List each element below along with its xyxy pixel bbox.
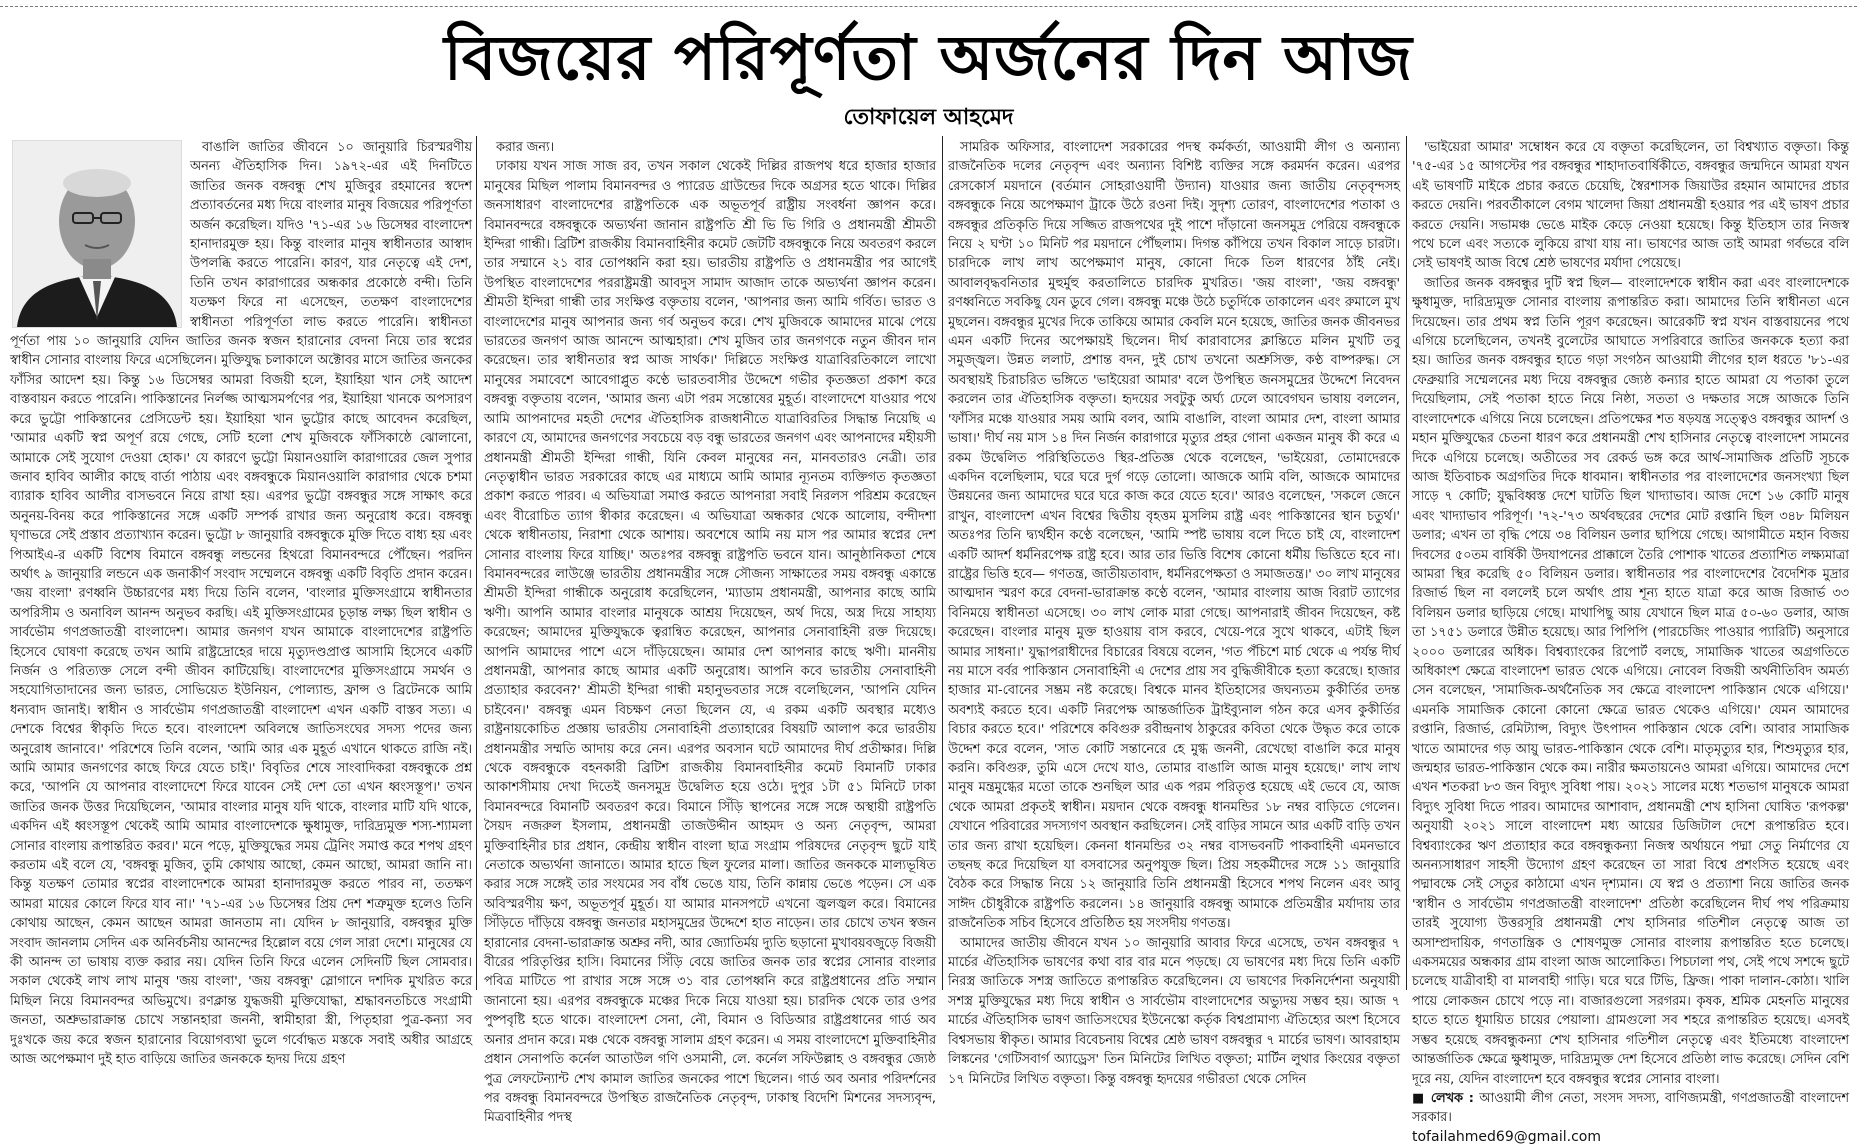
author-email-link[interactable]: tofailahmed69@gmail.com xyxy=(1412,1128,1601,1145)
article-column-4 xyxy=(1412,138,1849,1145)
author-note-text: আওয়ামী লীগ নেতা, সংসদ সদস্য, বাণিজ্যমন্ত্রী, গণপ্রজাতন্ত্রী বাংলাদেশ সরকার। xyxy=(1412,1090,1849,1126)
article-column-3 xyxy=(948,138,1400,1087)
column-4-paragraph-1: 'ভাইয়েরা আমার' সম্বোধন করে যে বক্তৃতা করেছিলেন, তা বিশ্বখ্যাত বক্তৃতা। কিন্তু '৭৫-এর ১৫ আগস্টের পর বঙ্গবন্ধুর শাহাদাতবার্ষিকীতে, বঙ্গবন্ধুর জন্মদিনে আমরা যখন এই ভাষণটি মাইকে প্রচার করতে চেয়েছি, স্বৈরশাসক জিয়াউর রহমান আমাদের প্রচার করতে দেয়নি। পরবর্তীকালে বেগম খালেদা জিয়া প্রধানমন্ত্রী হওয়ার পর এই ভাষণ প্রচার করতে দেয়নি। সভামঞ্চ ভেঙে মাইক কেড়ে নেওয়া হয়েছে। কিন্তু ইতিহাস তার নিজস্ব পথে চলে এবং সত্যকে লুকিয়ে রাখা যায় না। ভাষণের আজ তাই আমরা গর্বভরে বলি সেই ভাষণই আজ বিশ্বে শ্রেষ্ঠ ভাষণের মর্যাদা পেয়েছে। xyxy=(1412,140,1849,272)
article-byline: তোফায়েল আহমেদ xyxy=(843,105,1014,130)
column-1-paragraph-1: বাঙালি জাতির জীবনে ১০ জানুয়ারি চিরস্মরণীয় অনন্য ঐতিহাসিক দিন। ১৯৭২-এর এই দিনটিতে জাতির জনক বঙ্গবন্ধু শেখ মুজিবুর রহমানের স্বদেশ প্রত্যাবর্তনের মধ্য দিয়ে বাংলার মানুষ বিজয়ের পরিপূর্ণতা অর্জন করেছিল। যদিও '৭১-এর ১৬ ডিসেম্বর বাংলাদেশ হানাদারমুক্ত হয়। কিন্তু বাংলার মানুষ স্বাধীনতার আস্বাদ উপলব্ধি করতে পারেনি। কারণ, যার নেতৃত্বে এই দেশ, তিনি তখন কারাগারের অন্ধকার প্রকোষ্ঠে বন্দী। তিনি যতক্ষণ ফিরে না এসেছেন, ততক্ষণ বাংলাদেশের স্বাধীনতা পরিপূর্ণতা লাভ করতে পারেনি। স্বাধীনতা পূর্ণতা পায় ১০ জানুয়ারি যেদিন জাতির জনক স্বজন হারানোর বেদনা নিয়ে তার স্বপ্নের স্বাধীন সোনার বাংলায় ফিরে এসেছিলেন। মুক্তিযুদ্ধ চলাকালে অক্টোবর মাসে জাতির জনকের ফাঁসির আদেশ হয়। কিন্তু ১৬ ডিসেম্বর আমরা বিজয়ী হলে, ইয়াহিয়া খান সেই আদেশ বাস্তবায়ন করতে পারেনি। পাকিস্তানের নির্লজ্জ আত্মসমর্পণের পর, ইয়াহিয়া খানকে অপসারণ করে ভুট্টো পাকিস্তানের প্রেসিডেন্ট হয়। ইয়াহিয়া খান ভুট্টোর কাছে আবেদন করেছিল, 'আমার একটি স্বপ্ন অপূর্ণ রয়ে গেছে, সেটি হলো শেখ মুজিবকে ফাঁসিকাষ্ঠে ঝোলানো, আমাকে সেই সুযোগ দেওয়া হোক।' যে কারণে ভুট্টো মিয়ানওয়ালি কারাগারের জেল সুপার জনাব হাবিব আলীর কাছে বার্তা পাঠায় এবং বঙ্গবন্ধুকে মিয়ানওয়ালি কারাগার থেকে চশমা ব্যারাক হাবিব আলীর বাসভবনে নিয়ে রাখা হয়। এরপর ভুট্টো বঙ্গবন্ধুর সঙ্গে সাক্ষাৎ করে অনুনয়-বিনয় করে পাকিস্তানের সঙ্গে একটি সম্পর্ক রাখার জন্য অনুরোধ করে। বঙ্গবন্ধু ঘৃণাভরে সেই প্রস্তাব প্রত্যাখ্যান করেন। ভুট্টো ৮ জানুয়ারি বঙ্গবন্ধুকে মুক্তি দিতে বাধ্য হয় এবং পিআইএ-র একটি বিশেষ বিমানে বঙ্গবন্ধু লন্ডনের হিথরো বিমানবন্দরে পৌঁছেন। পরদিন অর্থাৎ ৯ জানুয়ারি লন্ডনে এক জনাকীর্ণ সংবাদ সম্মেলনে বঙ্গবন্ধু একটি বিবৃতি প্রদান করেন। 'জয় বাংলা' রণধ্বনি উচ্চারণের মধ্য দিয়ে তিনি বলেন, 'বাংলার মুক্তিসংগ্রামে স্বাধীনতার অপরিসীম ও অনাবিল আনন্দ অনুভব করছি। এই মুক্তিসংগ্রামের চূড়ান্ত লক্ষ্য ছিল স্বাধীন ও সার্বভৌম গণপ্রজাতন্ত্রী বাংলাদেশ। আমার জনগণ যখন আমাকে বাংলাদেশের রাষ্ট্রপতি হিসেবে ঘোষণা করেছে তখন আমি রাষ্ট্রদ্রোহের দায়ে মৃত্যুদণ্ডপ্রাপ্ত আসামি হিসেবে একটি নির্জন ও পরিত্যক্ত সেলে বন্দী জীবন কাটিয়েছি। বাংলাদেশের মুক্তিসংগ্রামে সমর্থন ও সহযোগিতাদানের জন্য ভারত, সোভিয়েত ইউনিয়ন, পোল্যান্ড, ফ্রান্স ও ব্রিটেনকে আমি ধন্যবাদ জানাই। স্বাধীন ও সার্বভৌম গণপ্রজাতন্ত্রী বাংলাদেশ এখন একটি বাস্তব সত্য। এ দেশকে বিশ্বের স্বীকৃতি দিতে হবে। বাংলাদেশ অবিলম্বে জাতিসংঘের সদস্য পদের জন্য অনুরোধ জানাবে।' পরিশেষে তিনি বলেন, 'আমি আর এক মুহূর্ত এখানে থাকতে রাজি নই। আমি আমার জনগণের কাছে ফিরে যেতে চাই।' বিবৃতির শেষে সাংবাদিকরা বঙ্গবন্ধুকে প্রশ্ন করে, 'আপনি যে আপনার বাংলাদেশে ফিরে যাবেন সেই দেশ তো এখন ধ্বংসস্তূপ।' তখন জাতির জনক উত্তর দিয়েছিলেন, 'আমার বাংলার মানুষ যদি থাকে, বাংলার মাটি যদি থাকে, একদিন এই ধ্বংসস্তূপ থেকেই আমি আমার বাংলাদেশকে ক্ষুধামুক্ত, দারিদ্র্যমুক্ত শস্য-শ্যামলা সোনার বাংলায় রূপান্তরিত করব।' মনে পড়ে, মুক্তিযুদ্ধের সময় ট্রেনিং সমাপ্ত করে শপথ গ্রহণ করতাম এই বলে যে, 'বঙ্গবন্ধু মুজিব, তুমি কোথায় আছো, কেমন আছো, আমরা জানি না। কিন্তু যতক্ষণ তোমার স্বপ্নের বাংলাদেশকে আমরা হানাদারমুক্ত করতে পারব না, ততক্ষণ আমরা মায়ের কোলে ফিরে যাব না।' '৭১-এর ১৬ ডিসেম্বর প্রিয় দেশ শত্রুমুক্ত হলেও তিনি কোথায় আছেন, কেমন আছেন আমরা জানতাম না। যেদিন ৮ জানুয়ারি, বঙ্গবন্ধুর মুক্তি সংবাদ জানলাম সেদিন এক অনির্বচনীয় আনন্দের হিল্লোল বয়ে গেল সারা দেশে। মানুষের যে কী আনন্দ তা ভাষায় ব্যক্ত করার নয়। যেদিন তিনি ফিরে এলেন সেদিনটি ছিল সোমবার। সকাল থেকেই লাখ লাখ মানুষ 'জয় বাংলা', 'জয় বঙ্গবন্ধু' স্লোগানে দশদিক মুখরিত করে মিছিল নিয়ে বিমানবন্দর অভিমুখে। রণক্লান্ত যুদ্ধজয়ী মুক্তিযোদ্ধা, শ্রদ্ধাবনতচিত্তে সংগ্রামী জনতা, অশ্রুভারাক্রান্ত চোখে সন্তানহারা জননী, স্বামীহারা স্ত্রী, পিতৃহারা পুত্র-কন্যা সব দুঃখকে জয় করে স্বজন হারানোর বিয়োগব্যথা ভুলে গর্বোদ্ধত মস্তকে সবাই অধীর আগ্রহে আজ অপেক্ষমাণ দুই হাত বাড়িয়ে জাতির জনককে হৃদয় দিয়ে গ্রহণ xyxy=(10,140,472,1068)
column-divider-3 xyxy=(1406,136,1407,990)
top-dashed-rule xyxy=(0,6,1857,7)
article-headline: বিজয়ের পরিপূর্ণতা অর্জনের দিন আজ xyxy=(444,21,1413,94)
author-note-bullet: ■ xyxy=(1412,1090,1426,1106)
column-2-paragraph-2: ঢাকায় যখন সাজ সাজ রব, তখন সকাল থেকেই দিল্লির রাজপথ ধরে হাজার হাজার মানুষের মিছিল পালাম বিমানবন্দর ও প্যারেড গ্রাউন্ডের দিকে অগ্রসর হতে থাকে। দিল্লির জনসাধারণ বাংলাদেশের রাষ্ট্রপতিকে এক অভূতপূর্ব রাষ্ট্রীয় সংবর্ধনা জ্ঞাপন করে। বিমানবন্দরে বঙ্গবন্ধুকে অভ্যর্থনা জানান রাষ্ট্রপতি শ্রী ভি ভি গিরি ও প্রধানমন্ত্রী শ্রীমতী ইন্দিরা গান্ধী। ব্রিটিশ রাজকীয় বিমানবাহিনীর কমেট জেটটি বঙ্গবন্ধুকে নিয়ে অবতরণ করলে তার সম্মানে ২১ বার তোপধ্বনি করা হয়। ভারতীয় রাষ্ট্রপতি ও প্রধানমন্ত্রীর পর আগেই উপস্থিত বাংলাদেশের পররাষ্ট্রমন্ত্রী আবদুস সামাদ আজাদ তাকে অভ্যর্থনা জ্ঞাপন করেন। শ্রীমতী ইন্দিরা গান্ধী তার সংক্ষিপ্ত বক্তৃতায় বলেন, 'আপনার জন্য আমি গর্বিত। ভারত ও বাংলাদেশের মানুষ আপনার জন্য গর্ব অনুভব করে। শেখ মুজিবকে আমাদের মাঝে পেয়ে ভারতের জনগণ আজ আনন্দে আত্মহারা। শেখ মুজিব তার জনগণকে নতুন জীবন দান করেছেন। তার স্বাধীনতার স্বপ্ন আজ সার্থক।' দিল্লিতে সংক্ষিপ্ত যাত্রাবিরতিকালে লাখো মানুষের সমাবেশে আবেগাপ্লুত কণ্ঠে ভারতবাসীর উদ্দেশে গভীর কৃতজ্ঞতা প্রকাশ করে বঙ্গবন্ধু বক্তৃতায় বলেন, 'আমার জন্য এটা পরম সন্তোষের মুহূর্ত। বাংলাদেশে যাওয়ার পথে আমি আপনাদের মহতী দেশের ঐতিহাসিক রাজধানীতে যাত্রাবিরতির সিদ্ধান্ত নিয়েছি এ কারণে যে, আমাদের জনগণের সবচেয়ে বড় বন্ধু ভারতের জনগণ এবং আপনাদের মহীয়সী প্রধানমন্ত্রী শ্রীমতী ইন্দিরা গান্ধী, যিনি কেবল মানুষের নন, মানবতারও নেত্রী। তার নেতৃত্বাধীন ভারত সরকারের কাছে এর মাধ্যমে আমি আমার ন্যূনতম ব্যক্তিগত কৃতজ্ঞতা প্রকাশ করতে পারব। এ অভিযাত্রা সমাপ্ত করতে আপনারা সবাই নিরলস পরিশ্রম করেছেন এবং বীরোচিত ত্যাগ স্বীকার করেছেন। এ অভিযাত্রা অন্ধকার থেকে আলোয়, বন্দীদশা থেকে স্বাধীনতায়, নিরাশা থেকে আশায়। অবশেষে আমি নয় মাস পর আমার স্বপ্নের দেশ সোনার বাংলায় ফিরে যাচ্ছি।' অতঃপর বঙ্গবন্ধু রাষ্ট্রপতি ভবনে যান। আনুষ্ঠানিকতা শেষে বিমানবন্দরের লাউঞ্জে ভারতীয় প্রধানমন্ত্রীর সঙ্গে সৌজন্য সাক্ষাতের সময় বঙ্গবন্ধু একান্তে শ্রীমতী ইন্দিরা গান্ধীকে অনুরোধ করেছিলেন, 'ম্যাডাম প্রধানমন্ত্রী, আপনার কাছে আমি ঋণী। আপনি আমার বাংলার মানুষকে আশ্রয় দিয়েছেন, অর্থ দিয়ে, অস্ত্র দিয়ে সাহায্য করেছেন; আমাদের মুক্তিযুদ্ধকে ত্বরান্বিত করেছেন, আপনার সেনাবাহিনী রক্ত দিয়েছে। আপনি আমাদের পাশে এসে দাঁড়িয়েছেন। আমার দেশ আপনার কাছে ঋণী। মাননীয় প্রধানমন্ত্রী, আপনার কাছে আমার একটি অনুরোধ। আপনি কবে ভারতীয় সেনাবাহিনী প্রত্যাহার করবেন?' শ্রীমতী ইন্দিরা গান্ধী মহানুভবতার সঙ্গে বলেছিলেন, 'আপনি যেদিন চাইবেন।' বঙ্গবন্ধু এমন বিচক্ষণ নেতা ছিলেন যে, এ রকম একটি অবস্থার মধ্যেও রাষ্ট্রনায়কোচিত প্রজ্ঞায় ভারতীয় সেনাবাহিনী প্রত্যাহারের বিষয়টি আলাপ করে ভারতীয় প্রধানমন্ত্রীর সম্মতি আদায় করে নেন। এরপর অবসান ঘটে আমাদের দীর্ঘ প্রতীক্ষার। দিল্লি থেকে বঙ্গবন্ধুকে বহনকারী ব্রিটিশ রাজকীয় বিমানবাহিনীর কমেট বিমানটি ঢাকার আকাশসীমায় দেখা দিতেই জনসমুদ্র উদ্বেলিত হয়ে ওঠে। দুপুর ১টা ৫১ মিনিটে ঢাকা বিমানবন্দরে বিমানটি অবতরণ করে। বিমানে সিঁড়ি স্থাপনের সঙ্গে সঙ্গে অস্থায়ী রাষ্ট্রপতি সৈয়দ নজরুল ইসলাম, প্রধানমন্ত্রী তাজউদ্দীন আহমদ ও অন্য নেতৃবৃন্দ, আমরা মুক্তিবাহিনীর চার প্রধান, কেন্দ্রীয় স্বাধীন বাংলা ছাত্র সংগ্রাম পরিষদের নেতৃবৃন্দ ছুটে যাই নেতাকে অভ্যর্থনা জানাতে। আমার হাতে ছিল ফুলের মালা। জাতির জনককে মাল্যভূষিত করার সঙ্গে সঙ্গেই তার সংযমের সব বাঁধ ভেঙে যায়, তিনি কান্নায় ভেঙে পড়েন। সে এক অবিস্মরণীয় ক্ষণ, অভূতপূর্ব মুহূর্ত। যা আমার মানসপটে এখনো জ্বলজ্বল করে। বিমানের সিঁড়িতে দাঁড়িয়ে বঙ্গবন্ধু জনতার মহাসমুদ্রের উদ্দেশে হাত নাড়েন। তার চোখে তখন স্বজন হারানোর বেদনা-ভারাক্রান্ত অশ্রুর নদী, আর জ্যোতির্ময় দ্যুতি ছড়ানো মুখাবয়বজুড়ে বিজয়ী বীরের পরিতৃপ্তির হাসি। বিমানের সিঁড়ি বেয়ে জাতির জনক তার স্বপ্নের সোনার বাংলার পবিত্র মাটিতে পা রাখার সঙ্গে সঙ্গে ৩১ বার তোপধ্বনি করে রাষ্ট্রপ্রধানের প্রতি সম্মান জানানো হয়। এরপর বঙ্গবন্ধুকে মঞ্চের দিকে নিয়ে যাওয়া হয়। চারদিক থেকে তার ওপর পুষ্পবৃষ্টি হতে থাকে। বাংলাদেশ সেনা, নৌ, বিমান ও বিডিআর রাষ্ট্রপ্রধানের গার্ড অব অনার প্রদান করে। মঞ্চ থেকে বঙ্গবন্ধু সালাম গ্রহণ করেন। এ সময় বাংলাদেশে মুক্তিবাহিনীর প্রধান সেনাপতি কর্নেল আতাউল গণি ওসমানী, লে. কর্নেল সফিউল্লাহ ও বঙ্গবন্ধুর জ্যেষ্ঠ পুত্র লেফটেন্যান্ট শেখ কামাল জাতির জনকের পাশে ছিলেন। গার্ড অব অনার পরিদর্শনের পর বঙ্গবন্ধু বিমানবন্দরে উপস্থিত রাজনৈতিক নেতৃবৃন্দ, ঢাকাস্থ বিদেশি মিশনের সদস্যবৃন্দ, মিত্রবাহিনীর পদস্থ xyxy=(484,159,936,1126)
article-column-1 xyxy=(10,138,472,1068)
column-4-paragraph-2: জাতির জনক বঙ্গবন্ধুর দুটি স্বপ্ন ছিল— বাংলাদেশকে স্বাধীন করা এবং বাংলাদেশকে ক্ষুধামুক্ত, দারিদ্র্যমুক্ত সোনার বাংলায় রূপান্তরিত করা। আমাদের তিনি স্বাধীনতা এনে দিয়েছেন। তার প্রথম স্বপ্ন তিনি পূরণ করেছেন। আরেকটি স্বপ্ন যখন বাস্তবায়নের পথে এগিয়ে চলেছিলেন, তখনই বুলেটের আঘাতে সপরিবারে জাতির জনককে হত্যা করা হয়। জাতির জনক বঙ্গবন্ধুর হাতে গড়া সংগঠন আওয়ামী লীগের হাল ধরতে '৮১-এর ফেব্রুয়ারি সম্মেলনের মধ্য দিয়ে বঙ্গবন্ধুর জ্যেষ্ঠ কন্যার হাতে আমরা যে পতাকা তুলে দিয়েছিলাম, সেই পতাকা হাতে নিয়ে নিষ্ঠা, সততা ও দক্ষতার সঙ্গে আজকে তিনি বাংলাদেশকে এগিয়ে নিয়ে চলেছেন। প্রতিপক্ষের শত ষড়যন্ত্র সত্ত্বেও বঙ্গবন্ধুর আদর্শ ও মহান মুক্তিযুদ্ধের চেতনা ধারণ করে প্রধানমন্ত্রী শেখ হাসিনার নেতৃত্বে বাংলাদেশ সামনের দিকে এগিয়ে চলেছে। অতীতের সব রেকর্ড ভঙ্গ করে আর্থ-সামাজিক প্রতিটি সূচকে আজ ইতিবাচক অগ্রগতির দিকে ধাবমান। স্বাধীনতার পর বাংলাদেশের জনসংখ্যা ছিল সাড়ে ৭ কোটি; যুদ্ধবিধ্বস্ত দেশে ঘাটতি ছিল খাদ্যাভাব। আজ দেশে ১৬ কোটি মানুষ এবং খাদ্যাভাব পরিপূর্ণ। '৭২-'৭৩ অর্থবছরের দেশের মোট রপ্তানি ছিল ৩৪৮ মিলিয়ন ডলার; এখন তা বৃদ্ধি পেয়ে ৩৪ বিলিয়ন ডলার ছাপিয়ে গেছে। আগামীতে মহান বিজয় দিবসের ৫০তম বার্ষিকী উদযাপনের প্রাক্কালে তৈরি পোশাক খাতের প্রত্যাশিত লক্ষ্যমাত্রা আমরা স্থির করেছি ৫০ বিলিয়ন ডলার। স্বাধীনতার পর বাংলাদেশের বৈদেশিক মুদ্রার রিজার্ভ ছিল না বললেই চলে অর্থাৎ প্রায় শূন্য হাতে যাত্রা করে আজ রিজার্ভ ৩৩ বিলিয়ন ডলার ছাড়িয়ে গেছে। মাথাপিছু আয় যেখানে ছিল মাত্র ৫০-৬০ ডলার, আজ তা ১৭৫১ ডলারে উন্নীত হয়েছে। আর পিপিপি (পারচেজিং পাওয়ার প্যারিটি) অনুসারে ২০০০ ডলারের অধিক। বিশ্বব্যাংকের রিপোর্ট বলছে, সামাজিক খাতের অগ্রগতিতে অধিকাংশ ক্ষেত্রে বাংলাদেশ ভারত থেকে এগিয়ে। নোবেল বিজয়ী অর্থনীতিবিদ অমর্ত্য সেন বলেছেন, 'সামাজিক-অর্থনৈতিক সব ক্ষেত্রে বাংলাদেশ পাকিস্তান থেকে এগিয়ে।' এমনকি সামাজিক কোনো কোনো ক্ষেত্রে ভারত থেকেও এগিয়ে।' যেমন আমাদের রপ্তানি, রিজার্ভ, রেমিট্যান্স, বিদ্যুৎ উৎপাদন পাকিস্তান থেকে বেশি। আবার সামাজিক খাতে আমাদের গড় আয়ু ভারত-পাকিস্তান থেকে বেশি। মাতৃমৃত্যুর হার, শিশুমৃত্যুর হার, জন্মহার ভারত-পাকিস্তান থেকে কম। নারীর ক্ষমতায়নেও আমরা এগিয়ে। আমাদের দেশে এখন শতকরা ৮৩ জন বিদ্যুৎ সুবিধা পায়। ২০২১ সালের মধ্যে শতভাগ মানুষকে আমরা বিদ্যুৎ সুবিধা দিতে পারব। আমাদের আশাবাদ, প্রধানমন্ত্রী শেখ হাসিনা ঘোষিত 'রূপকল্প' অনুযায়ী ২০২১ সালে বাংলাদেশ মধ্য আয়ের ডিজিটাল দেশে রূপান্তরিত হবে। বিশ্বব্যাংকের ঋণ প্রত্যাহার করে বঙ্গবন্ধুকন্যা নিজস্ব অর্থায়নে পদ্মা সেতু নির্মাণের যে অনন্যসাধারণ সাহসী উদ্যোগ গ্রহণ করেছেন তা সারা বিশ্বে প্রশংসিত হয়েছে এবং পদ্মাবক্ষে সেই সেতুর কাঠামো এখন দৃশ্যমান। যে স্বপ্ন ও প্রত্যাশা নিয়ে জাতির জনক 'স্বাধীন ও সার্বভৌম গণপ্রজাতন্ত্রী বাংলাদেশ' প্রতিষ্ঠা করেছিলেন দীর্ঘ পথ পরিক্রমায় তারই সুযোগ্য উত্তরসূরি প্রধানমন্ত্রী শেখ হাসিনার গতিশীল নেতৃত্বে আজ তা অসাম্প্রদায়িক, গণতান্ত্রিক ও শোষণমুক্ত সোনার বাংলায় রূপান্তরিত হতে চলেছে। একসময়ের অন্ধকার গ্রাম বাংলা আজ আলোকিত। পিচঢালা পথ, সেই পথে সশব্দে ছুটে চলেছে যাত্রীবাহী বা মালবাহী গাড়ি। ঘরে ঘরে টিভি, ফ্রিজ। পাকা দালান-কোঠা। খালি পায়ে লোকজন চোখে পড়ে না। বাজারগুলো সরগরম। কৃষক, শ্রমিক মেহনতি মানুষের হাতে হাতে ধূমায়িত চায়ের পেয়ালা। গ্রামগুলো সব শহরে রূপান্তরিত হয়েছে। এসবই সম্ভব হয়েছে বঙ্গবন্ধুকন্যা শেখ হাসিনার গতিশীল নেতৃত্বে এবং ইতিমধ্যে বাংলাদেশ আন্তর্জাতিক ক্ষেত্রে ক্ষুধামুক্ত, দারিদ্র্যমুক্ত দেশ হিসেবে প্রতিষ্ঠা লাভ করেছে। সেদিন বেশি দূরে নয়, যেদিন বাংলাদেশ হবে বঙ্গবন্ধুর স্বপ্নের সোনার বাংলা। xyxy=(1412,275,1849,1087)
author-note xyxy=(1412,1089,1849,1147)
column-3-paragraph-1: সামরিক অফিসার, বাংলাদেশ সরকারের পদস্থ কর্মকর্তা, আওয়ামী লীগ ও অন্যান্য রাজনৈতিক দলের নেতৃবৃন্দ এবং অন্যান্য বিশিষ্ট ব্যক্তির সঙ্গে করমর্দন করেন। এরপর রেসকোর্স ময়দানে (বর্তমান সোহরাওয়ার্দী উদ্যান) যাওয়ার জন্য জাতীয় নেতৃবৃন্দসহ বঙ্গবন্ধুকে নিয়ে অপেক্ষমাণ ট্রাকে উঠে রওনা দিই। সুদৃশ্য তোরণ, বাংলাদেশের পতাকা ও বঙ্গবন্ধুর প্রতিকৃতি দিয়ে সজ্জিত রাজপথের দুই পাশে দাঁড়ানো জনসমুদ্র পেরিয়ে বঙ্গবন্ধুকে নিয়ে ২ ঘণ্টা ১০ মিনিট পর ময়দানে পৌঁছলাম। দিগন্ত কাঁপিয়ে তখন বিকাল সাড়ে চারটা। চারদিকে লাখ লাখ অপেক্ষমাণ মানুষ, কোনো দিকে তিল ধারণের ঠাঁই নেই। আবালবৃদ্ধবনিতার মুহুর্মুহু করতালিতে চারদিক মুখরিত। 'জয় বাংলা', 'জয় বঙ্গবন্ধু' রণধ্বনিতে সবকিছু যেন ডুবে গেল। বঙ্গবন্ধু মঞ্চে উঠে চতুর্দিকে তাকালেন এবং রুমালে মুখ মুছলেন। বঙ্গবন্ধুর মুখের দিকে তাকিয়ে আমার কেবলি মনে হয়েছে, জাতির জনক জীবনভর এমন একটি দিনের অপেক্ষায়ই ছিলেন। দীর্ঘ কারাবাসের ক্লান্তিতে মলিন মুখটি তবু সমুজ্জ্বল। উন্নত ললাট, প্রশান্ত বদন, দুই চোখ তখনো অশ্রুসিক্ত, কণ্ঠ বাষ্পরুদ্ধ। সে অবস্থায়ই চিরাচরিত ভঙ্গিতে 'ভাইয়েরা আমার' বলে উপস্থিত জনসমুদ্রের উদ্দেশে নিবেদন করলেন তার ঐতিহাসিক বক্তৃতা। হৃদয়ের সবটুকু অর্ঘ্য ঢেলে আবেগঘন ভাষায় বললেন, 'ফাঁসির মঞ্চে যাওয়ার সময় আমি বলব, আমি বাঙালি, বাংলা আমার দেশ, বাংলা আমার ভাষা।' দীর্ঘ নয় মাস ১৪ দিন নির্জন কারাগারে মৃত্যুর প্রহর গোনা একজন মানুষ কী করে এ রকম উদ্বেলিত পরিস্থিতিতেও স্থির-প্রতিজ্ঞ থেকে বলেছেন, 'ভাইয়েরা, তোমাদেরকে একদিন বলেছিলাম, ঘরে ঘরে দুর্গ গড়ে তোলো। আজকে আমি বলি, আজকে আমাদের উন্নয়নের জন্য আমাদের ঘরে ঘরে কাজ করে যেতে হবে।' আরও বলেছেন, 'সকলে জেনে রাখুন, বাংলাদেশ এখন বিশ্বের দ্বিতীয় বৃহত্তম মুসলিম রাষ্ট্র এবং পাকিস্তানের স্থান চতুর্থ।' অতঃপর তিনি দ্ব্যর্থহীন কণ্ঠে বলেছেন, 'আমি স্পষ্ট ভাষায় বলে দিতে চাই যে, বাংলাদেশ একটি আদর্শ ধর্মনিরপেক্ষ রাষ্ট্র হবে। আর তার ভিত্তি বিশেষ কোনো ধর্মীয় ভিত্তিতে হবে না। রাষ্ট্রের ভিত্তি হবে— গণতন্ত্র, জাতীয়তাবাদ, ধর্মনিরপেক্ষতা ও সমাজতন্ত্র।' ৩০ লাখ মানুষের আত্মদান স্মরণ করে বেদনা-ভারাক্রান্ত কণ্ঠে বলেন, 'আমার বাংলায় আজ বিরাট ত্যাগের বিনিময়ে স্বাধীনতা এসেছে। ৩০ লাখ লোক মারা গেছে। আপনারাই জীবন দিয়েছেন, কষ্ট করেছেন। বাংলার মানুষ মুক্ত হাওয়ায় বাস করবে, খেয়ে-পরে সুখে থাকবে, এটাই ছিল আমার সাধনা।' যুদ্ধাপরাধীদের বিচারের বিষয়ে বলেন, 'গত পঁচিশে মার্চ থেকে এ পর্যন্ত দীর্ঘ নয় মাসে বর্বর পাকিস্তান সেনাবাহিনী এ দেশের প্রায় সব বুদ্ধিজীবীকে হত্যা করেছে। হাজার হাজার মা-বোনের সম্ভ্রম নষ্ট করেছে। বিশ্বকে মানব ইতিহাসের জঘন্যতম কুকীর্তির তদন্ত অবশ্যই করতে হবে। একটি নিরপেক্ষ আন্তর্জাতিক ট্রাইব্যুনাল গঠন করে এসব কুকীর্তির বিচার করতে হবে।' পরিশেষে কবিগুরু রবীন্দ্রনাথ ঠাকুরের কবিতা থেকে উদ্ধৃত করে তাকে উদ্দেশ করে বলেন, 'সাত কোটি সন্তানেরে হে মুগ্ধ জননী, রেখেছো বাঙালি করে মানুষ করনি। কবিগুরু, তুমি এসে দেখে যাও, তোমার বাঙালি আজ মানুষ হয়েছে।' লাখ লাখ মানুষ মন্ত্রমুগ্ধের মতো তাকে শুনছিল আর এক পরম পরিতৃপ্ত হয়েছে এই ভেবে যে, আজ থেকে আমরা প্রকৃতই স্বাধীন। ময়দান থেকে বঙ্গবন্ধু ধানমন্ডির ১৮ নম্বর বাড়িতে গেলেন। যেখানে পরিবারের সদস্যগণ অবস্থান করছিলেন। সেই বাড়ির সামনে আর একটি বাড়ি তখন তার জন্য রাখা হয়েছিল। কেননা ধানমন্ডির ৩২ নম্বর বাসভবনটি পাকবাহিনী এমনভাবে তছনছ করে দিয়েছিল যা বসবাসের অনুপযুক্ত ছিল। প্রিয় সহকর্মীদের সঙ্গে ১১ জানুয়ারি বৈঠক করে সিদ্ধান্ত নিয়ে ১২ জানুয়ারি তিনি প্রধানমন্ত্রী হিসেবে শপথ নিলেন এবং আবু সাঈদ চৌধুরীকে রাষ্ট্রপতি করলেন। ১৪ জানুয়ারি বঙ্গবন্ধু আমাকে প্রতিমন্ত্রীর মর্যাদায় তার রাজনৈতিক সচিব হিসেবে প্রতিষ্ঠিত হয় সংসদীয় গণতন্ত্র। xyxy=(948,140,1400,932)
article-column-2 xyxy=(484,138,936,1126)
column-divider-2 xyxy=(942,136,943,990)
column-3-paragraph-2: আমাদের জাতীয় জীবনে যখন ১০ জানুয়ারি আবার ফিরে এসেছে, তখন বঙ্গবন্ধুর ৭ মার্চের ঐতিহাসিক ভাষণের কথা বার বার মনে পড়ছে। যে ভাষণের মধ্য দিয়ে তিনি একটি নিরস্ত্র জাতিকে সশস্ত্র জাতিতে রূপান্তরিত করেছিলেন। যে ভাষণের দিকনির্দেশনা অনুযায়ী সশস্ত্র মুক্তিযুদ্ধের মধ্য দিয়ে স্বাধীন ও সার্বভৌম বাংলাদেশের অভ্যুদয় সম্ভব হয়। আজ ৭ মার্চের ঐতিহাসিক ভাষণ জাতিসংঘের ইউনেস্কো কর্তৃক বিশ্বপ্রামাণ্য ঐতিহ্যের অংশ হিসেবে বিশ্বসভায় স্বীকৃত। আমার বিবেচনায় বিশ্বের শ্রেষ্ঠ ভাষণ বঙ্গবন্ধুর ৭ মার্চের ভাষণ। আবরাহাম লিঙ্কনের 'গেটিসবার্গ অ্যাড্রেস' তিন মিনিটের লিখিত বক্তৃতা; মার্টিন লুথার কিংয়ের বক্তৃতা ১৭ মিনিটের লিখিত বক্তৃতা। কিন্তু বঙ্গবন্ধু হৃদয়ের গভীরতা থেকে সেদিন xyxy=(948,935,1400,1087)
column-divider-1 xyxy=(476,136,477,990)
column-2-paragraph-1: করার জন্য। xyxy=(496,140,555,155)
author-note-label: লেখক : xyxy=(1430,1090,1474,1106)
